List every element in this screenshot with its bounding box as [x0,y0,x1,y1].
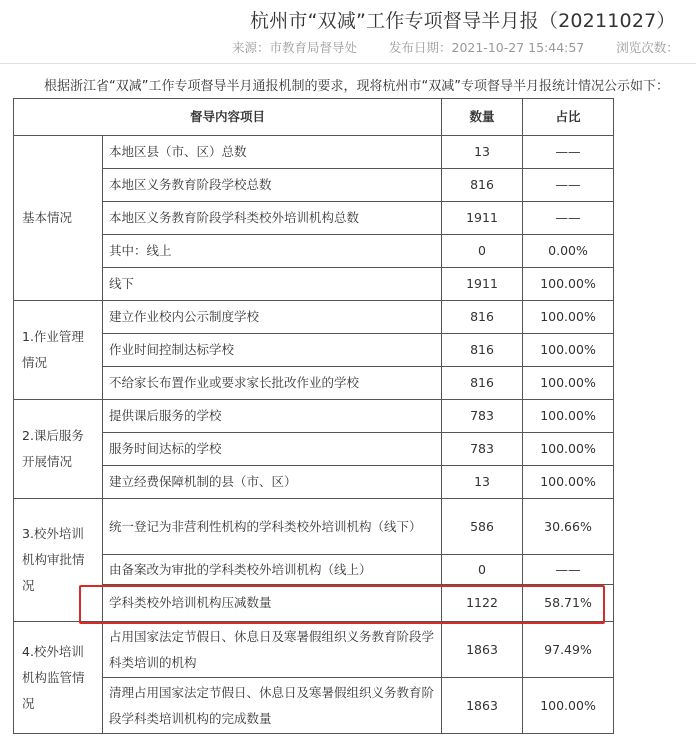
count-cell: 1911 [442,202,523,235]
count-cell: 816 [442,169,523,202]
table-row [14,499,614,555]
item-cell: 作业时间控制达标学校 [103,334,442,367]
count-cell: 586 [442,499,523,555]
category-cell: 1.作业管理情况 [14,301,103,400]
header-count: 数量 [442,99,523,136]
ratio-cell: 100.00% [523,466,614,499]
ratio-cell: 100.00% [523,400,614,433]
item-cell: 建立作业校内公示制度学校 [103,301,442,334]
table-row [14,235,614,268]
table-row [14,622,614,678]
table-row [14,678,614,734]
category-cell: 4.校外培训机构监管情况 [14,622,103,734]
ratio-cell: 100.00% [523,367,614,400]
item-cell: 建立经费保障机制的县（市、区） [103,466,442,499]
count-cell: 0 [442,235,523,268]
ratio-cell: —— [523,202,614,235]
table-row [14,433,614,466]
ratio-cell: —— [523,169,614,202]
header-item: 督导内容项目 [14,99,442,136]
ratio-cell: —— [523,136,614,169]
category-cell: 3.校外培训机构审批情况 [14,499,103,622]
count-cell: 783 [442,433,523,466]
table-row [14,202,614,235]
item-cell: 本地区义务教育阶段学校总数 [103,169,442,202]
item-cell: 统一登记为非营利性机构的学科类校外培训机构（线下） [103,499,442,555]
count-cell: 1863 [442,678,523,734]
table-row [14,136,614,169]
count-cell: 783 [442,400,523,433]
category-cell: 基本情况 [14,136,103,301]
table-row [14,367,614,400]
intro-paragraph: 根据浙江省“双减”工作专项督导半月通报机制的要求，现将杭州市“双减”专项督导半月报统计情况公示如下： [44,79,669,94]
table-header-row [14,99,614,136]
count-cell: 816 [442,367,523,400]
header-ratio: 占比 [523,99,614,136]
table-row [14,400,614,433]
ratio-cell: 97.49% [523,622,614,678]
count-cell: 0 [442,555,523,585]
category-cell: 2.课后服务开展情况 [14,400,103,499]
table-row [14,334,614,367]
count-cell: 816 [442,301,523,334]
ratio-cell: 100.00% [523,301,614,334]
article-views: 浏览次数： [616,40,679,55]
count-cell: 13 [442,466,523,499]
item-cell: 本地区义务教育阶段学科类校外培训机构总数 [103,202,442,235]
count-cell: 1863 [442,622,523,678]
ratio-cell: 30.66% [523,499,614,555]
article-title: 杭州市“双减”工作专项督导半月报（20211027） [250,10,676,32]
ratio-cell: 58.71% [523,585,614,622]
item-cell: 线下 [103,268,442,301]
ratio-cell: 100.00% [523,678,614,734]
table-row [14,555,614,585]
item-cell: 其中：线上 [103,235,442,268]
table-row [14,466,614,499]
item-cell: 提供课后服务的学校 [103,400,442,433]
item-cell: 由备案改为审批的学科类校外培训机构（线上） [103,555,442,585]
count-cell: 13 [442,136,523,169]
report-table [13,98,614,734]
count-cell: 1122 [442,585,523,622]
item-cell: 清理占用国家法定节假日、休息日及寒暑假组织义务教育阶段学科类培训机构的完成数量 [103,678,442,734]
count-cell: 816 [442,334,523,367]
ratio-cell: 100.00% [523,433,614,466]
table-row [14,169,614,202]
ratio-cell: 0.00% [523,235,614,268]
article-source: 来源：市教育局督导处 [232,40,358,55]
item-cell: 本地区县（市、区）总数 [103,136,442,169]
item-cell: 不给家长布置作业或要求家长批改作业的学校 [103,367,442,400]
header-divider [0,63,696,64]
table-row [14,301,614,334]
ratio-cell: —— [523,555,614,585]
table-row [14,268,614,301]
count-cell: 1911 [442,268,523,301]
item-cell: 学科类校外培训机构压减数量 [103,585,442,622]
article-date: 发布日期：2021-10-27 15:44:57 [389,40,585,55]
ratio-cell: 100.00% [523,268,614,301]
item-cell: 占用国家法定节假日、休息日及寒暑假组织义务教育阶段学科类培训的机构 [103,622,442,678]
ratio-cell: 100.00% [523,334,614,367]
table-row-highlighted [14,585,614,622]
article-meta [232,38,696,56]
item-cell: 服务时间达标的学校 [103,433,442,466]
